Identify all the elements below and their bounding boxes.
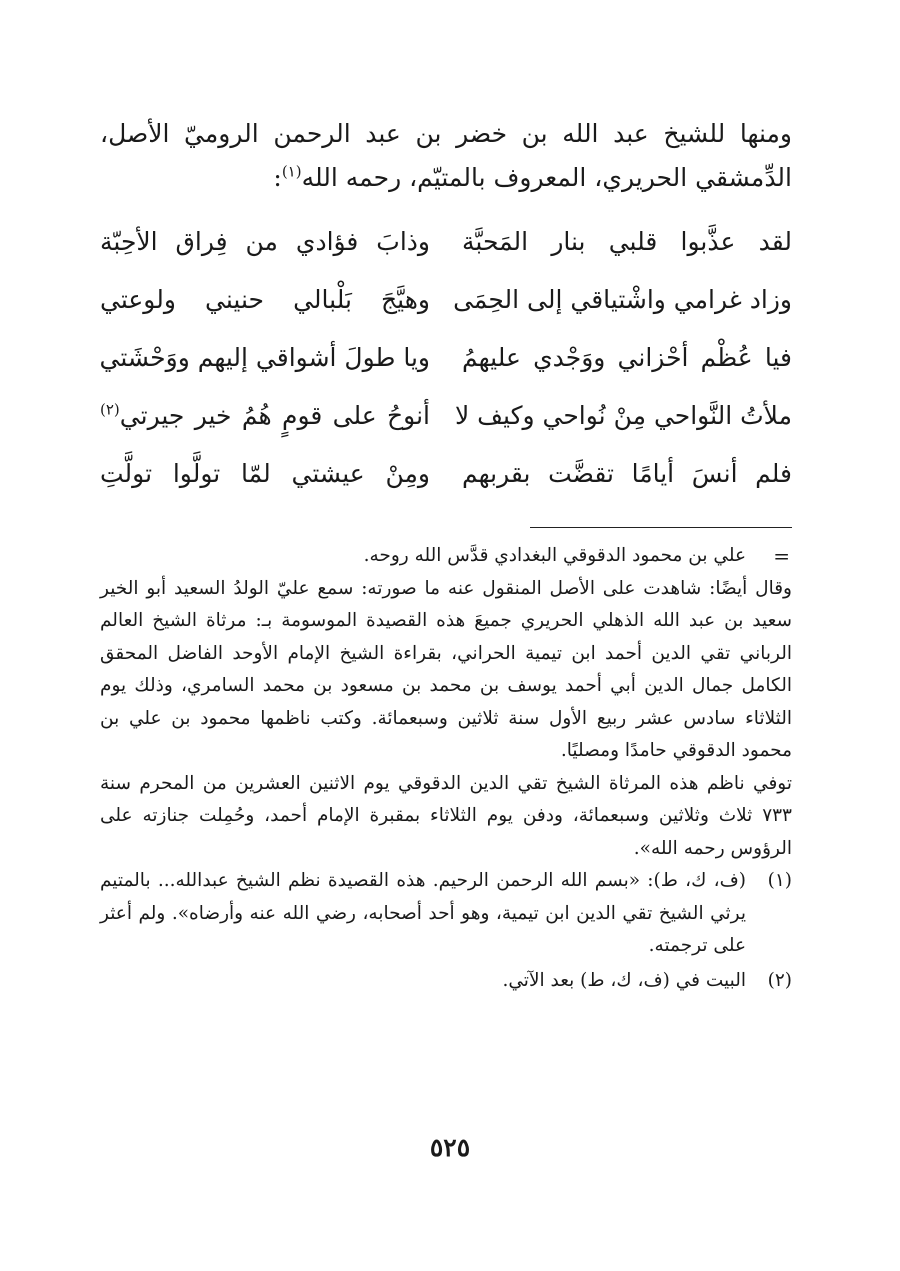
verse-second-hemistich [100,285,430,314]
footnote-continuation [100,540,792,573]
verse-second-hemistich [100,227,430,256]
verse-first-hemistich: وزاد غرامي واشْتياقي إلى الحِمَى [453,284,792,314]
verse-first-hemistich: لقد عذَّبوا قلبي بنار المَحبَّة [462,226,792,256]
verse [100,444,792,502]
footnotes [100,540,792,997]
verse-first-hemistich: ملأتُ النَّواحي مِنْ نُواحي وكيف لا [454,400,792,430]
verse-second-hemistich [100,401,430,430]
footnote-ref-1[interactable]: (١) [281,162,302,181]
footnote-marker: (٢) [767,969,792,991]
hemistich-text: أنوحُ على قومٍ هُمُ خير جيرتي [119,400,430,430]
footnote-paragraph: علي بن محمود الدقوقي البغدادي قدَّس الله روحه. [363,545,746,566]
verse [100,270,792,328]
continuation-marker: = [773,544,790,568]
verse-second-hemistich [100,343,430,372]
hemistich-text: ويا طولَ أشواقي إليهم ووَحْشَتي [99,342,430,372]
footnote-text: (ف، ك، ط): «بسم الله الرحمن الرحيم. هذه القصيدة نظم الشيخ عبدالله... بالمتيم يرثي الشيخ تقي الدين ابن تيمية، وهو أحد أصحابه، رضي الله عنه وأرضاه». ولم أعثر على ترجمته. [100,870,746,956]
verse-first-hemistich: فيا عُظْم أحْزاني ووَجْدي عليهمُ [462,342,792,372]
verse [100,212,792,270]
verse [100,386,792,444]
intro-text: ومنها للشيخ عبد الله بن خضر بن عبد الرحمن الروميّ الأصل، الدِّمشقي الحريري، المعروف بالمتيّم، رحمه الله [100,119,792,192]
footnote-2 [100,965,792,998]
intro-trail: : [273,163,282,192]
footnote-ref-2[interactable]: (٢) [100,400,120,419]
hemistich-text: ومِنْ عيشتي لمّا تولَّوا تولَّتِ [100,458,430,488]
footnote-marker: (١) [767,870,792,891]
verse [100,328,792,386]
verse-first-hemistich: فلم أنسَ أيامًا تقضَّت بقربهم [462,458,792,488]
hemistich-text: وذابَ فؤادي من فِراق الأحِبّة [100,226,430,256]
intro-paragraph [100,112,792,200]
footnote-paragraph: توفي ناظم هذه المرثاة الشيخ تقي الدين الدقوقي يوم الاثنين العشرين من المحرم سنة ٧٣٣ ثلاث وثلاثين وسبعمائة، ودفن يوم الثلاثاء بمقبرة الإمام أحمد، وحُمِلت جنازته على الرؤوس رحمه الله». [100,772,792,859]
footnote-1 [100,865,792,963]
poem [100,212,792,502]
hemistich-text: وهيَّجَ بَلْبالي حنيني ولوعتي [100,284,430,314]
page-number: ٥٢٥ [429,1133,471,1162]
footnote-separator [530,527,792,528]
footnote-text: البيت في (ف، ك، ط) بعد الآتي. [502,969,746,991]
verse-second-hemistich [100,459,430,488]
footnote-paragraph: وقال أيضًا: شاهدت على الأصل المنقول عنه ما صورته: سمع عليّ الولدُ السعيد أبو الخير سعيد بن عبد الله الذهلي الحريري جميعَ هذه القصيدة الموسومة بـ: مرثاة الشيخ العالم الرباني تقي الدين أحمد ابن تيمية الحراني، بقراءة الشيخ الإمام الأوحد الفاضل المحقق الكامل جمال الدين أبي أحمد يوسف بن محمد بن مسعود بن محمد السامري، وذلك يوم الثلاثاء سادس عشر ربيع الأول سنة ثلاثين وسبعمائة. وكتب ناظمها محمود بن علي بن محمود الدقوقي حامدًا ومصليًا. [100,577,792,761]
